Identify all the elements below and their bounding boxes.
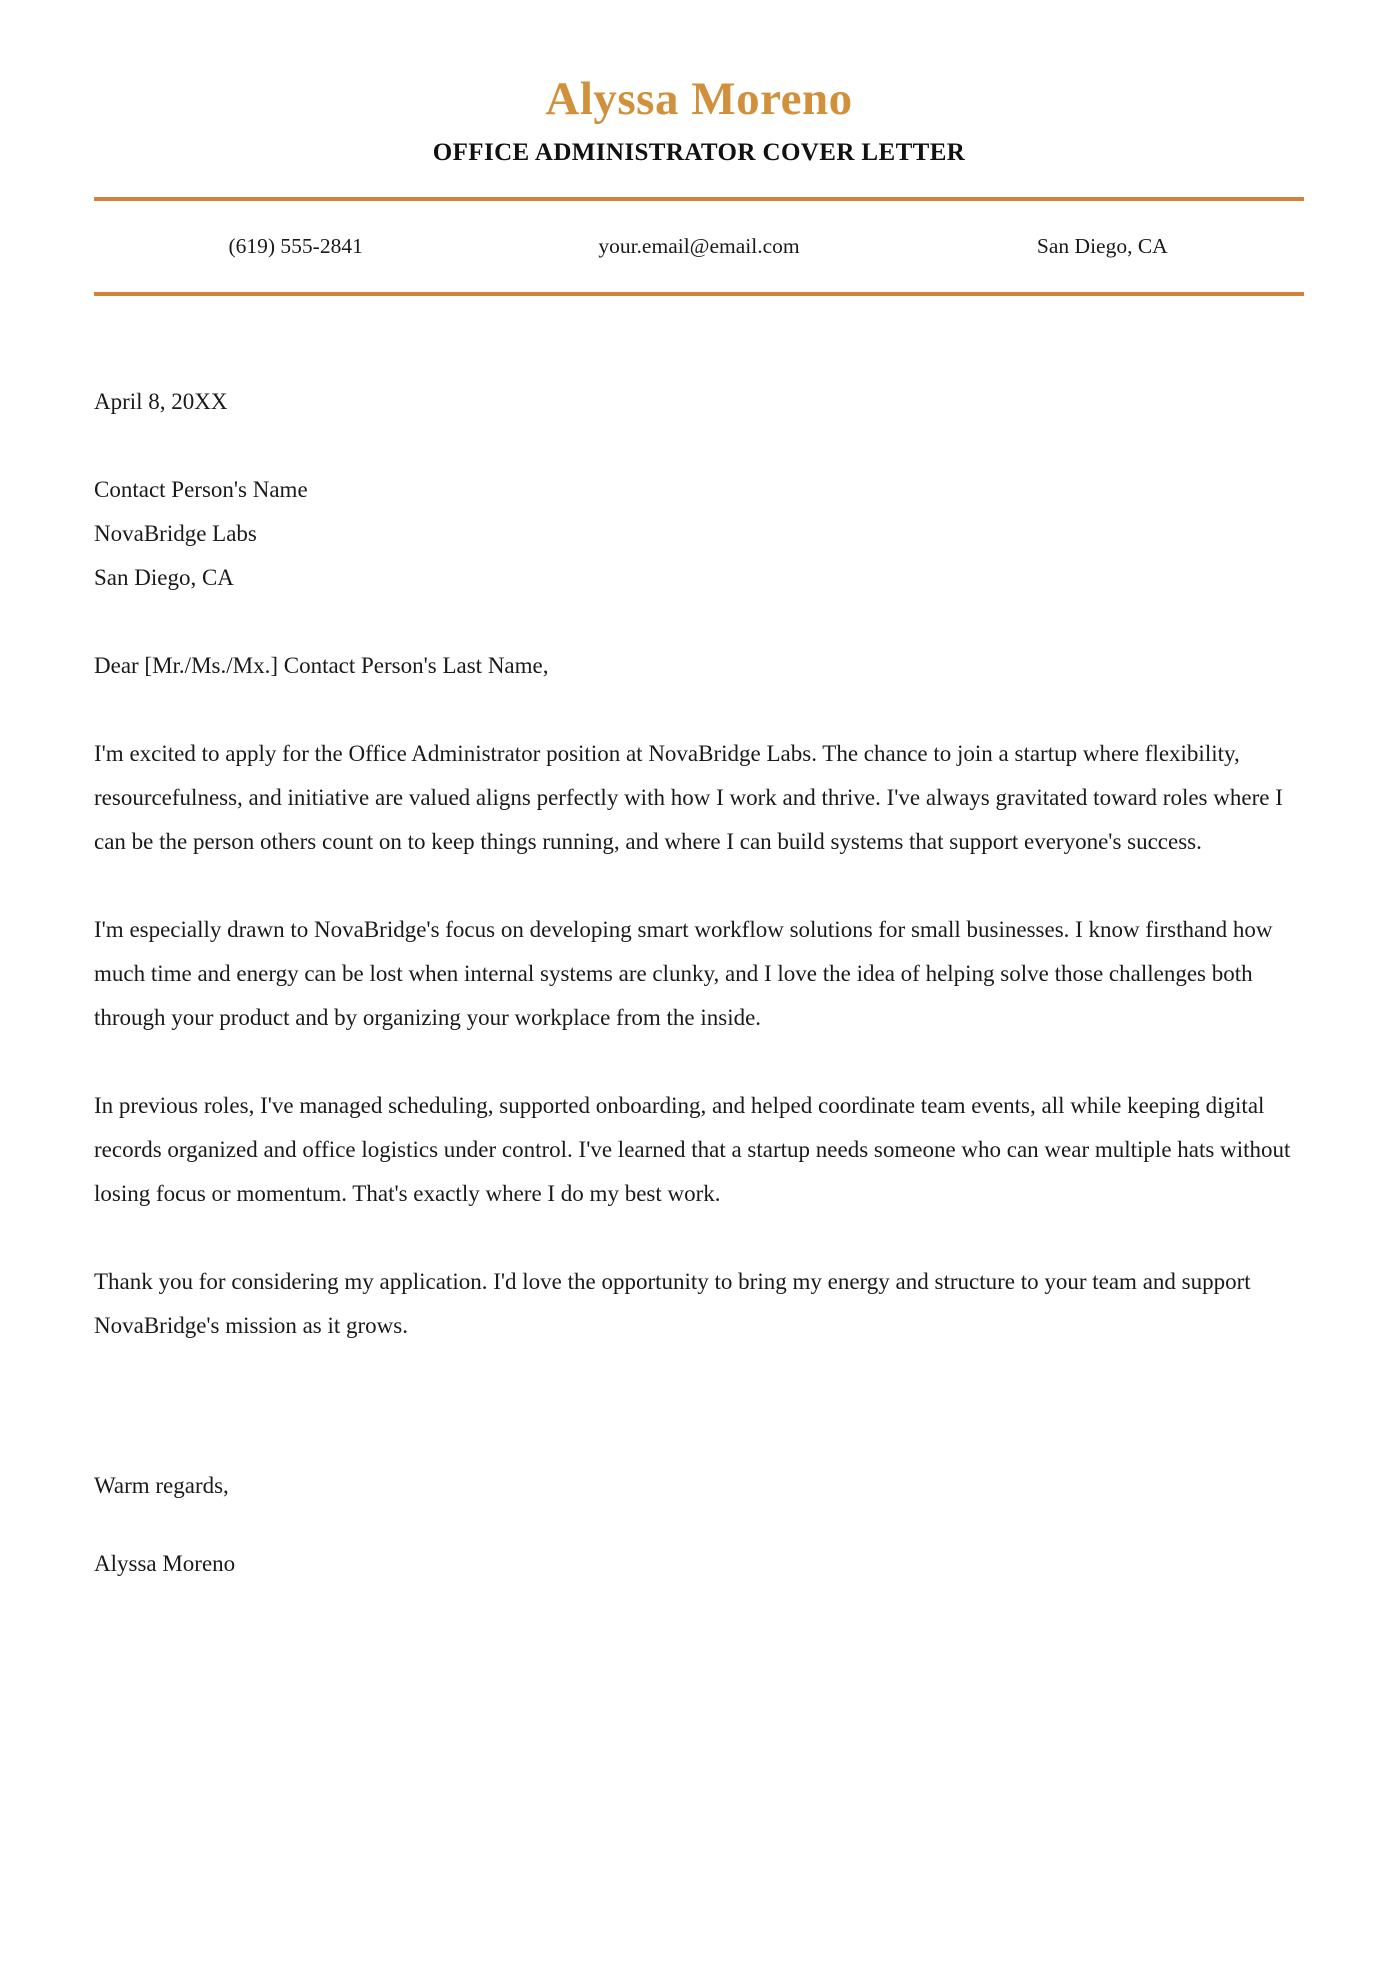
letter-header (94, 72, 1304, 167)
paragraph-4: Thank you for considering my application. I'd love the opportunity to bring my energy and structure to your team and support NovaBridge's mission as it grows. (94, 1269, 1251, 1339)
document-title: OFFICE ADMINISTRATOR COVER LETTER (432, 139, 966, 167)
closing-line: Warm regards, (94, 1473, 229, 1499)
signature-name: Alyssa Moreno (94, 1551, 236, 1577)
contact-phone: (619) 555-2841 (228, 234, 363, 259)
salutation: Dear [Mr./Ms./Mx.] Contact Person's Last Name, (94, 653, 549, 679)
header-divider-bottom (94, 292, 1304, 296)
recipient-name: Contact Person's Name (94, 477, 308, 503)
candidate-name: Alyssa Moreno (545, 73, 853, 125)
paragraph-3: In previous roles, I've managed scheduling, supported onboarding, and helped coordinate team events, all while keeping digital records organized and office logistics under control. I've learned that a startup needs someone who can wear multiple hats without losing focus or momentum. That's exactly where I do my best work. (94, 1093, 1291, 1207)
contact-location: San Diego, CA (1036, 234, 1168, 259)
recipient-location: San Diego, CA (94, 565, 234, 591)
letter-body (94, 380, 1304, 1586)
recipient-block (94, 468, 1304, 600)
contact-bar (94, 234, 1304, 259)
paragraph-2: I'm especially drawn to NovaBridge's focus on developing smart workflow solutions for small businesses. I know firsthand how much time and energy can be lost when internal systems are clunky, and I love the idea of helping solve those challenges both through your product and by organizing your workplace from the inside. (94, 917, 1273, 1031)
contact-email: your.email@email.com (598, 234, 800, 259)
letter-date: April 8, 20XX (94, 389, 228, 415)
header-divider-top (94, 197, 1304, 201)
paragraph-1: I'm excited to apply for the Office Administrator position at NovaBridge Labs. The chance to join a startup where flexibility, resourcefulness, and initiative are valued aligns perfectly with how I work and thrive. I've always gravitated toward roles where I can be the person others count on to keep things running, and where I can build systems that support everyone's success. (94, 741, 1283, 855)
recipient-company: NovaBridge Labs (94, 521, 257, 547)
